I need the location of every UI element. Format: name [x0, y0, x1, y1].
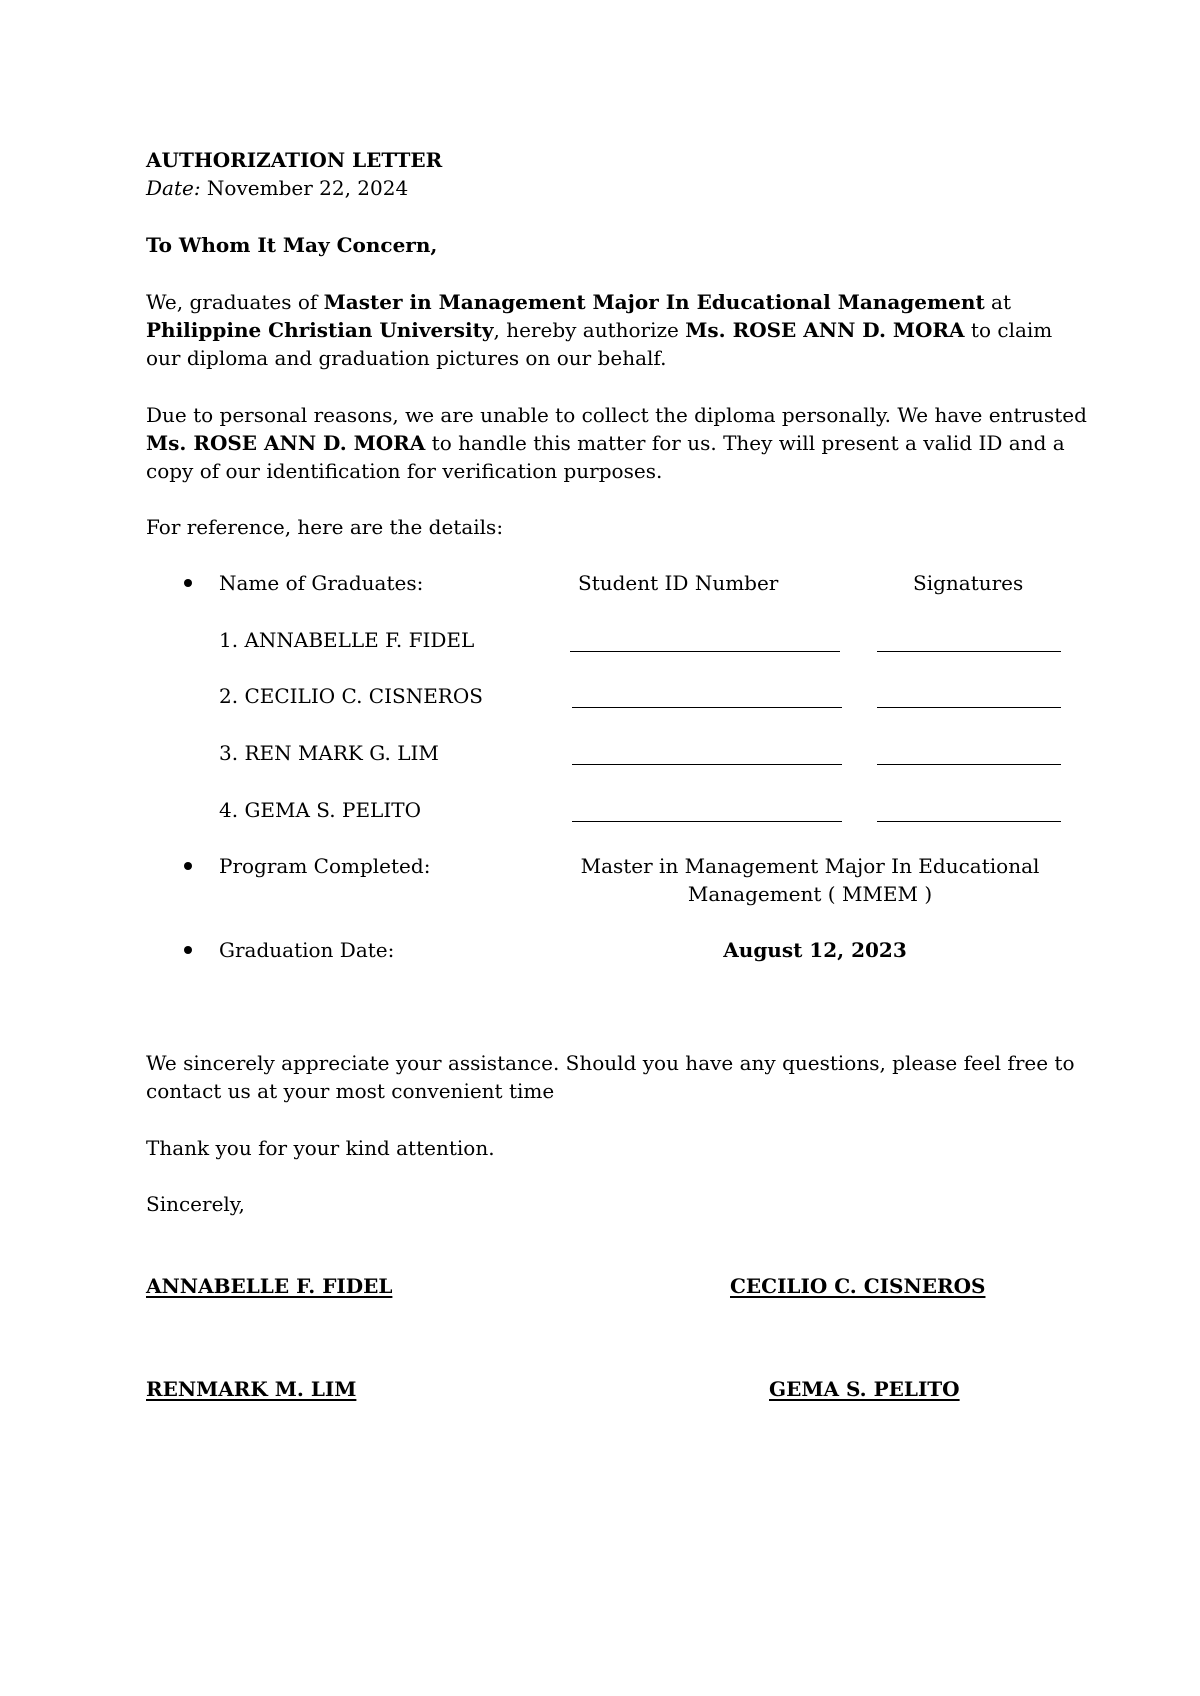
closing-line-1: We sincerely appreciate your assistance. Should you have any questions, please feel free to	[146, 1051, 1075, 1075]
graduate-row-3: 3. REN MARK G. LIM	[219, 741, 439, 765]
program-label: Program Completed:	[219, 854, 431, 878]
signatory-4: GEMA S. PELITO	[769, 1377, 960, 1401]
reference-intro: For reference, here are the details:	[146, 515, 504, 539]
date-value: November 22, 2024	[200, 176, 409, 200]
signatory-1: ANNABELLE F. FIDEL	[146, 1274, 393, 1298]
paragraph-2-line-2	[146, 429, 1065, 457]
thanks-line: Thank you for your kind attention.	[146, 1136, 495, 1160]
student-id-header: Student ID Number	[578, 571, 779, 595]
program-value-line-2: Management ( MMEM )	[687, 882, 933, 906]
letter-date	[146, 174, 408, 202]
p1-program: Master in Management Major In Educational Management	[323, 290, 985, 314]
graduation-label: Graduation Date:	[219, 938, 395, 962]
paragraph-1-line-3: our diploma and graduation pictures on our behalf.	[146, 346, 667, 370]
paragraph-1-line-2	[146, 316, 1052, 344]
p1-text-c: , hereby authorize	[493, 318, 686, 342]
paragraph-1-line-1	[146, 288, 1011, 316]
student-id-blank-1	[570, 651, 840, 652]
p2-authorized-person: Ms. ROSE ANN D. MORA	[146, 431, 426, 455]
bullet-icon	[184, 579, 192, 587]
signature-blank-1	[877, 651, 1061, 652]
p1-authorized-person: Ms. ROSE ANN D. MORA	[685, 318, 965, 342]
student-id-blank-4	[572, 821, 842, 822]
signature-blank-2	[877, 707, 1061, 708]
signatory-3: RENMARK M. LIM	[146, 1377, 357, 1401]
graduates-label: Name of Graduates:	[219, 571, 424, 595]
p2-text-rest: to handle this matter for us. They will present a valid ID and a	[425, 431, 1065, 455]
program-value-line-1: Master in Management Major In Educational	[580, 854, 1040, 878]
graduation-date: August 12, 2023	[723, 938, 907, 962]
bullet-icon	[184, 946, 192, 954]
sign-off: Sincerely,	[146, 1192, 245, 1216]
letter-title: AUTHORIZATION LETTER	[146, 148, 443, 172]
p1-text-a: We, graduates of	[146, 290, 324, 314]
bullet-icon	[184, 862, 192, 870]
graduate-row-2: 2. CECILIO C. CISNEROS	[219, 684, 483, 708]
graduate-row-1: 1. ANNABELLE F. FIDEL	[219, 628, 475, 652]
signature-blank-3	[877, 764, 1061, 765]
student-id-blank-2	[572, 707, 842, 708]
salutation: To Whom It May Concern,	[146, 233, 438, 257]
paragraph-2-line-1: Due to personal reasons, we are unable to collect the diploma personally. We have entrusted	[146, 403, 1087, 427]
signature-blank-4	[877, 821, 1061, 822]
signatory-2: CECILIO C. CISNEROS	[730, 1274, 986, 1298]
p1-university: Philippine Christian University	[146, 318, 494, 342]
p1-text-d: to claim	[964, 318, 1053, 342]
closing-line-2: contact us at your most convenient time	[146, 1079, 555, 1103]
date-label: Date:	[146, 176, 201, 200]
signatures-header: Signatures	[913, 571, 1024, 595]
student-id-blank-3	[572, 764, 842, 765]
graduate-row-4: 4. GEMA S. PELITO	[219, 798, 421, 822]
p1-text-b: at	[984, 290, 1012, 314]
paragraph-2-line-3: copy of our identification for verification purposes.	[146, 459, 663, 483]
